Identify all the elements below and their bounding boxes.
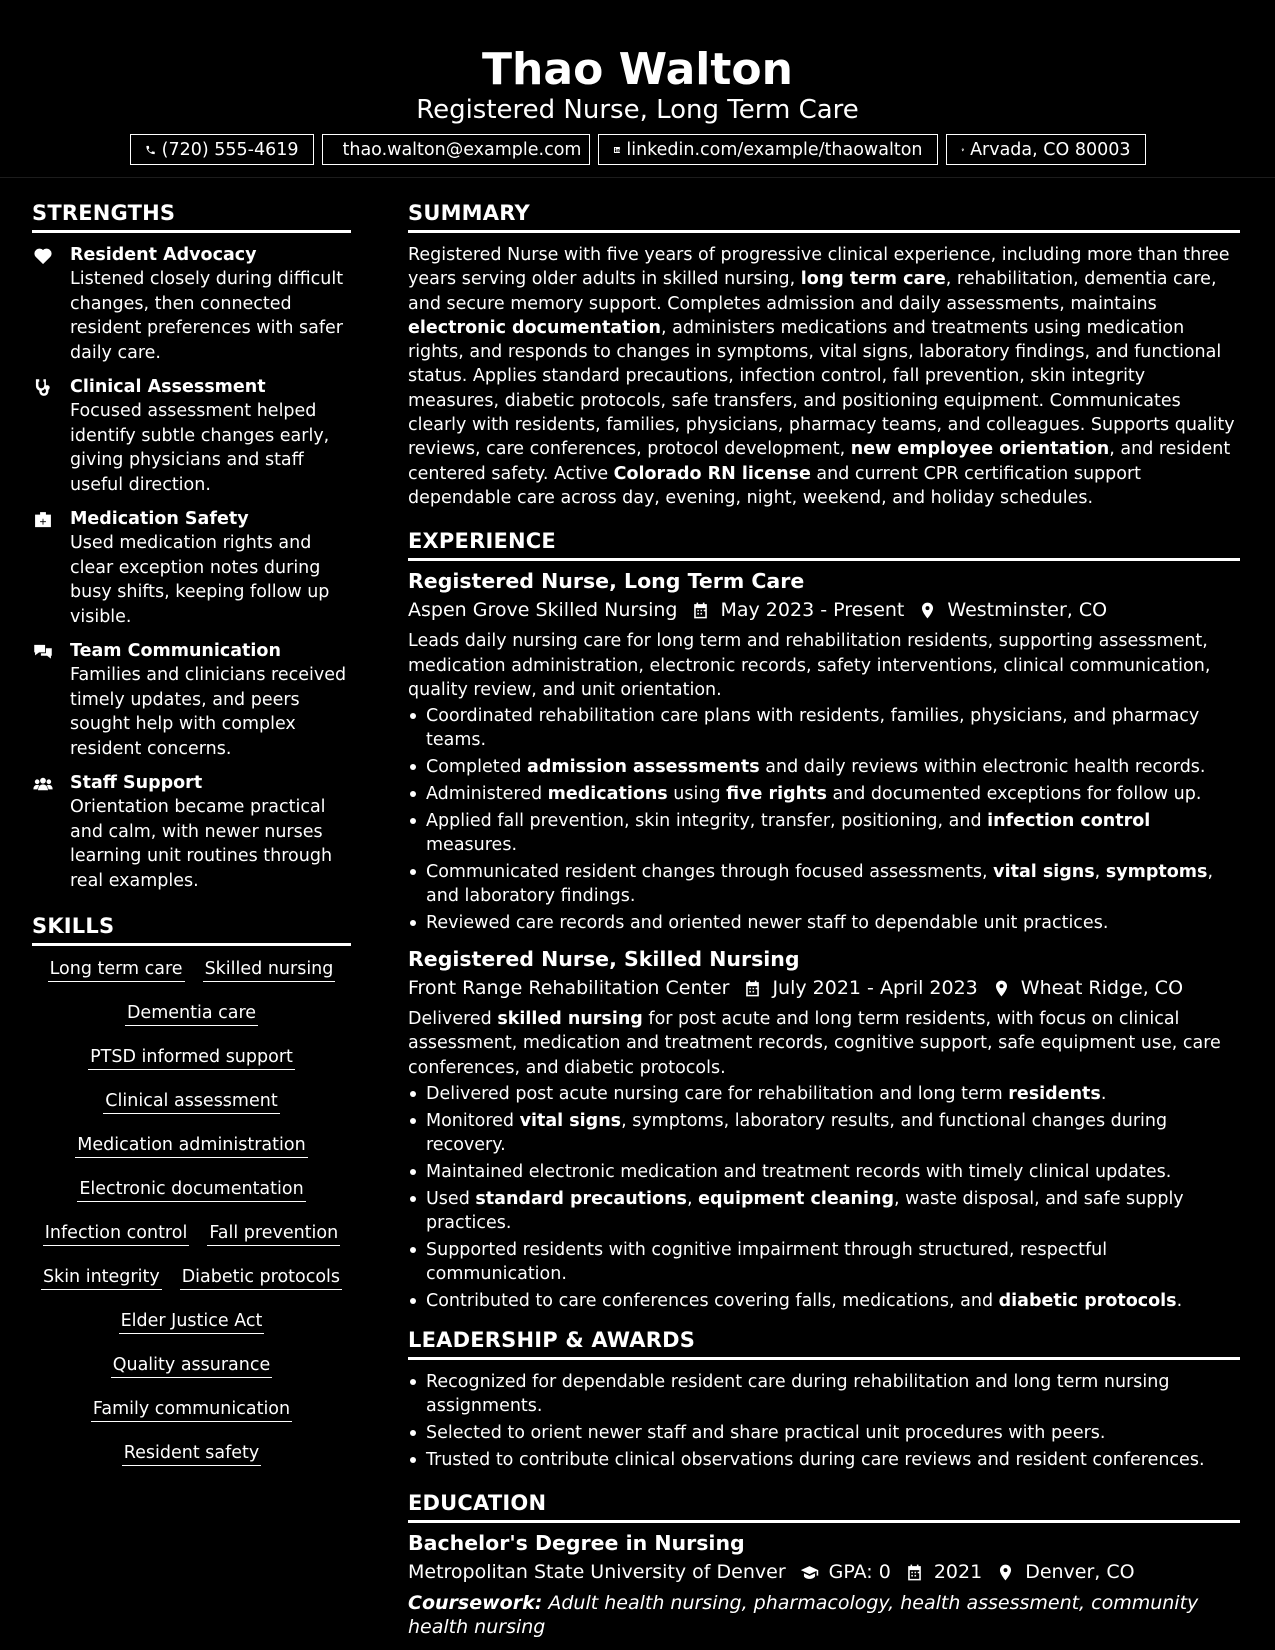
job-bullet: Contributed to care conferences covering falls, medications, and diabetic protocols. xyxy=(408,1289,1240,1313)
education-meta xyxy=(408,1557,1240,1587)
phone-text: (720) 555-4619 xyxy=(161,139,299,160)
leadership-section xyxy=(408,1325,1240,1472)
section-heading-education: EDUCATION xyxy=(408,1488,1240,1523)
skill-tag: Quality assurance xyxy=(111,1354,273,1378)
coursework xyxy=(408,1591,1240,1639)
contact-linkedin[interactable] xyxy=(598,134,938,165)
education-location: Denver, CO xyxy=(1025,1561,1135,1584)
skill-tag: Skilled nursing xyxy=(203,958,336,982)
strength-icon-wrap xyxy=(32,243,70,365)
experience-section xyxy=(408,526,1240,1313)
coursework-label: Coursework: xyxy=(408,1592,543,1615)
school-name: Metropolitan State University of Denver xyxy=(408,1561,786,1584)
job-bullet: Delivered post acute nursing care for rehabilitation and long term residents. xyxy=(408,1082,1240,1106)
leadership-list xyxy=(408,1370,1240,1472)
strength-title: Resident Advocacy xyxy=(70,245,257,265)
contact-phone[interactable] xyxy=(130,134,314,165)
strengths-section xyxy=(32,198,351,893)
strengths-list xyxy=(32,243,351,893)
skill-tag: Dementia care xyxy=(125,1002,258,1026)
skill-tag: Fall prevention xyxy=(207,1222,340,1246)
job-description: Delivered skilled nursing for post acute and long term residents, with focus on clinical assessment, medication and treatment records, cognitive support, safe equipment use, care conferences, and diabetic protocols. xyxy=(408,1009,1221,1078)
skill-tag: Long term care xyxy=(48,958,185,982)
skill-tag: Skin integrity xyxy=(41,1266,162,1290)
skill-row xyxy=(77,1178,305,1202)
skill-row xyxy=(119,1310,265,1334)
strength-title: Team Communication xyxy=(70,641,281,661)
job-bullet: Applied fall prevention, skin integrity, transfer, positioning, and infection control measures. xyxy=(408,809,1240,857)
summary-text: Registered Nurse with five years of progressive clinical experience, including more than three years serving older adults in skilled nursing, long term care, rehabilitation, dementia care, and secure memory support. Completes admission and daily assessments, maintains electronic documentation, administers medications and treatments using medication rights, and responds to changes in symptoms, vital signs, laboratory findings, and functional status. Applies standard precautions, infection control, fall prevention, skin integrity measures, diabetic protocols, safe transfers, and positioning equipment. Communicates clearly with residents, families, physicians, pharmacy teams, and colleagues. Supports quality reviews, care conferences, protocol development, new employee orientation, and resident centered safety. Active Colorado RN license and current CPR certification support dependable care across day, evening, night, weekend, and holiday schedules. xyxy=(408,245,1235,508)
strength-item xyxy=(32,375,351,497)
education-section xyxy=(408,1488,1240,1639)
strength-title: Staff Support xyxy=(70,773,203,793)
job-bullet: Supported residents with cognitive impairment through structured, respectful communication. xyxy=(408,1238,1240,1286)
section-heading-summary: SUMMARY xyxy=(408,198,1240,233)
skill-tag: Infection control xyxy=(43,1222,190,1246)
skill-row xyxy=(122,1442,262,1466)
right-column xyxy=(408,198,1240,1639)
skill-row xyxy=(41,1266,342,1290)
medkit-icon xyxy=(32,510,54,530)
contact-email[interactable] xyxy=(322,134,590,165)
job-bullet: Coordinated rehabilitation care plans with residents, families, physicians, and pharmacy teams. xyxy=(408,704,1240,752)
section-heading-experience: EXPERIENCE xyxy=(408,526,1240,561)
job-bullet: Reviewed care records and oriented newer staff to dependable unit practices. xyxy=(408,911,1240,935)
map-pin-icon xyxy=(992,979,1011,998)
skill-tag: Resident safety xyxy=(122,1442,262,1466)
users-icon xyxy=(32,774,54,794)
job-meta xyxy=(408,595,1240,625)
skill-row xyxy=(125,1002,258,1026)
linkedin-text: linkedin.com/example/thaowalton xyxy=(626,139,923,160)
strength-icon-wrap xyxy=(32,639,70,761)
email-text: thao.walton@example.com xyxy=(342,139,582,160)
job-dates: July 2021 - April 2023 xyxy=(772,977,978,1000)
map-pin-icon xyxy=(918,601,937,620)
resume-header xyxy=(0,0,1275,178)
strength-title: Medication Safety xyxy=(70,509,249,529)
skill-row xyxy=(75,1134,307,1158)
skill-tag: Electronic documentation xyxy=(77,1178,305,1202)
comments-icon xyxy=(32,642,54,662)
skill-tag: Clinical assessment xyxy=(103,1090,279,1114)
skill-row xyxy=(103,1090,279,1114)
job-bullet: Used standard precautions, equipment cleaning, waste disposal, and safe supply practices. xyxy=(408,1187,1240,1235)
strength-item xyxy=(32,507,351,629)
strength-body xyxy=(70,243,351,365)
job-meta xyxy=(408,973,1240,1003)
job-bullet: Administered medications using five rights and documented exceptions for follow up. xyxy=(408,782,1240,806)
strength-item xyxy=(32,639,351,761)
job-dates: May 2023 - Present xyxy=(720,599,905,622)
skill-row xyxy=(48,958,336,982)
strength-item xyxy=(32,771,351,893)
job-title: Registered Nurse, Long Term Care xyxy=(408,569,805,594)
skill-tag: Diabetic protocols xyxy=(180,1266,342,1290)
skills-list xyxy=(32,958,351,1466)
leadership-bullet: Recognized for dependable resident care during rehabilitation and long term nursing assignments. xyxy=(408,1370,1240,1418)
strength-body xyxy=(70,507,351,629)
coursework-text: Adult health nursing, pharmacology, health assessment, community health nursing xyxy=(408,1592,1199,1639)
job-bullet: Maintained electronic medication and treatment records with timely clinical updates. xyxy=(408,1160,1240,1184)
strength-item xyxy=(32,243,351,365)
jobs-list xyxy=(408,567,1240,1313)
job-bullets xyxy=(408,704,1240,935)
job-entry xyxy=(408,945,1240,1313)
strength-body xyxy=(70,375,351,497)
job-entry xyxy=(408,567,1240,935)
calendar-icon xyxy=(743,979,762,998)
calendar-icon xyxy=(905,1563,924,1582)
gpa-text: GPA: 0 xyxy=(828,1561,891,1584)
skill-tag: Family communication xyxy=(91,1398,292,1422)
graduation-cap-icon xyxy=(800,1563,819,1582)
candidate-name: Thao Walton xyxy=(482,44,793,95)
strength-icon-wrap xyxy=(32,375,70,497)
strength-desc: Families and clinicians received timely updates, and peers sought help with complex resident concerns. xyxy=(70,665,347,759)
leadership-bullet: Selected to orient newer staff and share practical unit procedures with peers. xyxy=(408,1421,1240,1445)
company-name: Aspen Grove Skilled Nursing xyxy=(408,599,678,622)
company-name: Front Range Rehabilitation Center xyxy=(408,977,730,1000)
strength-desc: Focused assessment helped identify subtle changes early, giving physicians and staff useful direction. xyxy=(70,401,330,495)
contact-bar xyxy=(0,134,1275,165)
job-bullet: Monitored vital signs, symptoms, laboratory results, and functional changes during recovery. xyxy=(408,1109,1240,1157)
degree-title: Bachelor's Degree in Nursing xyxy=(408,1531,745,1556)
section-heading-skills: SKILLS xyxy=(32,911,351,946)
section-heading-leadership: LEADERSHIP & AWARDS xyxy=(408,1325,1240,1360)
phone-icon xyxy=(145,141,156,159)
job-bullet: Completed admission assessments and daily reviews within electronic health records. xyxy=(408,755,1240,779)
calendar-icon xyxy=(691,601,710,620)
strength-icon-wrap xyxy=(32,771,70,893)
stethoscope-icon xyxy=(32,378,54,398)
strength-title: Clinical Assessment xyxy=(70,377,266,397)
job-location: Wheat Ridge, CO xyxy=(1020,977,1184,1000)
strength-desc: Used medication rights and clear exception notes during busy shifts, keeping follow up visible. xyxy=(70,533,330,627)
skill-tag: Medication administration xyxy=(75,1134,307,1158)
strength-icon-wrap xyxy=(32,507,70,629)
skill-row xyxy=(111,1354,273,1378)
skill-row xyxy=(88,1046,295,1070)
job-location: Westminster, CO xyxy=(947,599,1108,622)
job-description: Leads daily nursing care for long term and rehabilitation residents, supporting assessment, medication administration, electronic records, safety interventions, clinical communication, quality review, and unit orientation. xyxy=(408,631,1211,700)
strength-desc: Orientation became practical and calm, with newer nurses learning unit routines through real examples. xyxy=(70,797,333,891)
candidate-title: Registered Nurse, Long Term Care xyxy=(416,95,859,125)
strength-body xyxy=(70,639,351,761)
section-heading-strengths: STRENGTHS xyxy=(32,198,351,233)
skill-row xyxy=(91,1398,292,1422)
heart-icon xyxy=(32,246,54,266)
skill-tag: PTSD informed support xyxy=(88,1046,295,1070)
strength-desc: Listened closely during difficult changes, then connected resident preferences with safer daily care. xyxy=(70,269,344,363)
left-column xyxy=(32,198,351,1466)
job-bullets xyxy=(408,1082,1240,1313)
location-text: Arvada, CO 80003 xyxy=(970,139,1131,160)
strength-body xyxy=(70,771,351,893)
linkedin-icon xyxy=(613,141,621,159)
summary-section xyxy=(408,198,1240,510)
job-title: Registered Nurse, Skilled Nursing xyxy=(408,947,800,972)
skill-row xyxy=(43,1222,340,1246)
leadership-bullet: Trusted to contribute clinical observations during care reviews and resident conferences. xyxy=(408,1448,1240,1472)
map-pin-icon xyxy=(961,141,965,159)
skills-section xyxy=(32,911,351,1466)
skill-tag: Elder Justice Act xyxy=(119,1310,265,1334)
contact-location xyxy=(946,134,1146,165)
map-pin-icon xyxy=(996,1563,1015,1582)
job-bullet: Communicated resident changes through focused assessments, vital signs, symptoms, and laboratory findings. xyxy=(408,860,1240,908)
graduation-year: 2021 xyxy=(933,1561,983,1584)
